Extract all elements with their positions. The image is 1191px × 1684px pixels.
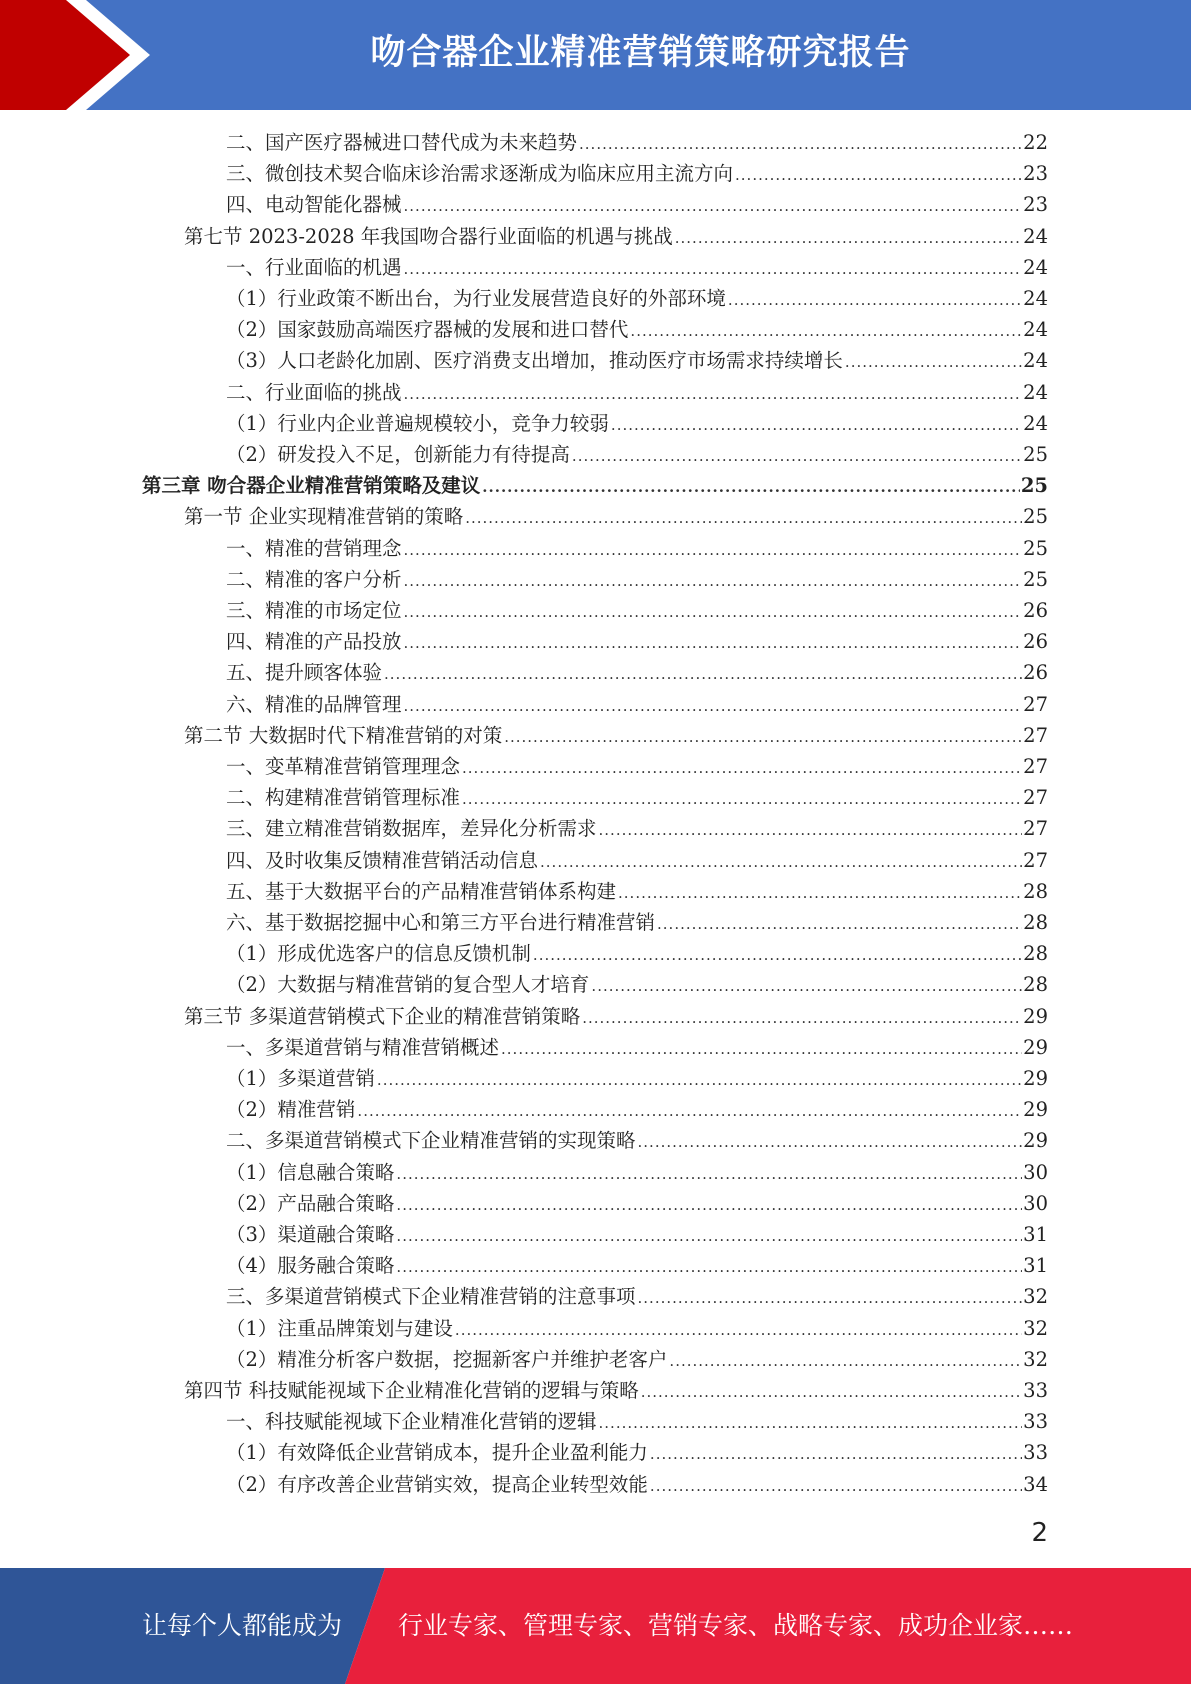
toc-entry-title: （4）服务融合策略 — [226, 1254, 395, 1278]
toc-entry[interactable] — [226, 751, 1048, 782]
toc-entry-page: 24 — [1023, 318, 1048, 342]
toc-entry-title: （1）行业政策不断出台，为行业发展营造良好的外部环境 — [226, 287, 726, 310]
toc-dot-leader — [404, 628, 1023, 659]
toc-entry-title: 第二节 大数据时代下精准营销的对策 — [184, 723, 503, 747]
toc-entry[interactable] — [226, 1094, 1048, 1125]
toc-entry[interactable] — [226, 1344, 1048, 1375]
footer-slogan-right: 行业专家、管理专家、营销专家、战略专家、成功企业家…… — [398, 1611, 1074, 1640]
toc-entry-title: （2）产品融合策略 — [226, 1191, 395, 1215]
toc-dot-leader — [465, 503, 1022, 534]
toc-dot-leader — [377, 1065, 1022, 1096]
toc-dot-leader — [462, 784, 1022, 815]
toc-dot-leader — [404, 535, 1023, 566]
toc-dot-leader — [735, 160, 1022, 191]
toc-dot-leader — [582, 1003, 1022, 1034]
toc-entry[interactable] — [226, 689, 1048, 720]
toc-entry-page: 31 — [1023, 1254, 1048, 1278]
toc-entry-page: 30 — [1023, 1160, 1048, 1184]
toc-entry-title: 一、科技赋能视域下企业精准化营销的逻辑 — [226, 1410, 597, 1434]
toc-entry-title: （1）多渠道营销 — [226, 1067, 375, 1090]
toc-entry-title: 三、建立精准营销数据库，差异化分析需求 — [226, 817, 597, 841]
toc-dot-leader — [396, 1252, 1022, 1283]
toc-entry-title: （1）注重品牌策划与建设 — [226, 1316, 453, 1340]
toc-dot-leader — [657, 909, 1022, 940]
toc-entry-title: 四、电动智能化器械 — [226, 193, 402, 217]
toc-entry[interactable] — [226, 1313, 1048, 1344]
toc-entry-page: 23 — [1023, 162, 1048, 186]
toc-entry-title: （3）人口老龄化加剧、医疗消费支出增加，推动医疗市场需求持续增长 — [226, 349, 843, 373]
toc-dot-leader — [533, 940, 1022, 971]
toc-entry-page: 30 — [1023, 1191, 1048, 1215]
toc-dot-leader — [482, 472, 1020, 503]
toc-entry-title: 六、精准的品牌管理 — [226, 692, 402, 716]
toc-entry[interactable] — [226, 813, 1048, 844]
toc-entry-page: 25 — [1023, 443, 1048, 466]
toc-dot-leader — [396, 1190, 1022, 1221]
toc-entry-page: 27 — [1023, 692, 1048, 716]
toc-entry[interactable] — [226, 283, 1048, 314]
toc-dot-leader — [675, 223, 1022, 254]
toc-entry-title: （2）有序改善企业营销实效，提高企业转型效能 — [226, 1472, 648, 1496]
toc-entry-title: 五、基于大数据平台的产品精准营销体系构建 — [226, 879, 617, 903]
toc-entry[interactable] — [226, 938, 1048, 969]
toc-entry-title: （3）渠道融合策略 — [226, 1223, 395, 1246]
toc-entry-page: 24 — [1023, 380, 1048, 404]
toc-dot-leader — [669, 1346, 1022, 1377]
toc-dot-leader — [591, 971, 1022, 1002]
toc-dot-leader — [630, 316, 1022, 347]
toc-dot-leader — [845, 347, 1022, 378]
toc-entry[interactable] — [226, 1032, 1048, 1063]
toc-dot-leader — [455, 1315, 1022, 1346]
toc-entry[interactable] — [226, 876, 1048, 907]
toc-entry-title: 六、基于数据挖掘中心和第三方平台进行精准营销 — [226, 911, 656, 934]
toc-dot-leader — [579, 129, 1022, 160]
toc-entry[interactable] — [226, 1125, 1048, 1156]
toc-dot-leader — [404, 191, 1023, 222]
toc-entry[interactable] — [184, 720, 1048, 751]
toc-entry[interactable] — [226, 439, 1048, 470]
toc-entry-title: （1）信息融合策略 — [226, 1160, 395, 1184]
toc-dot-leader — [599, 1408, 1023, 1439]
toc-dot-leader — [540, 847, 1022, 878]
toc-entry-title: 第三节 多渠道营销模式下企业的精准营销策略 — [184, 1004, 581, 1028]
toc-entry-title: 五、提升顾客体验 — [226, 661, 383, 685]
toc-entry-page: 32 — [1023, 1316, 1048, 1340]
toc-entry-title: 二、多渠道营销模式下企业精准营销的实现策略 — [226, 1129, 636, 1153]
toc-dot-leader — [618, 878, 1022, 909]
toc-entry-page: 27 — [1023, 848, 1048, 872]
toc-entry-page: 27 — [1023, 723, 1048, 747]
toc-entry-page: 27 — [1023, 755, 1048, 778]
page-footer — [0, 1568, 1191, 1684]
toc-entry-page: 29 — [1023, 1067, 1048, 1090]
footer-slogan-left: 让每个人都能成为 — [142, 1611, 343, 1640]
toc-entry[interactable] — [226, 314, 1048, 345]
toc-entry[interactable] — [226, 907, 1048, 938]
toc-dot-leader — [599, 815, 1023, 846]
toc-entry-title: 三、精准的市场定位 — [226, 599, 402, 622]
toc-entry[interactable] — [226, 1219, 1048, 1250]
toc-entry-page: 26 — [1023, 661, 1048, 685]
toc-entry-page: 29 — [1023, 1035, 1048, 1059]
toc-entry-title: 二、国产医疗器械进口替代成为未来趋势 — [226, 131, 578, 154]
toc-entry-title: （2）精准分析客户数据，挖掘新客户并维护老客户 — [226, 1347, 668, 1371]
toc-entry-page: 29 — [1023, 1098, 1048, 1122]
toc-entry[interactable] — [226, 158, 1048, 189]
toc-entry[interactable] — [226, 657, 1048, 688]
toc-entry[interactable] — [184, 221, 1048, 252]
toc-entry-page: 29 — [1023, 1004, 1048, 1028]
toc-dot-leader — [404, 597, 1023, 628]
toc-entry[interactable] — [226, 1250, 1048, 1281]
toc-entry[interactable] — [226, 1469, 1048, 1500]
toc-entry-page: 34 — [1023, 1472, 1048, 1496]
toc-entry-title: 一、精准的营销理念 — [226, 536, 402, 560]
toc-entry-page: 32 — [1023, 1347, 1048, 1371]
toc-entry-title: （2）国家鼓励高端医疗器械的发展和进口替代 — [226, 318, 629, 342]
toc-entry[interactable] — [226, 782, 1048, 813]
toc-dot-leader — [650, 1439, 1022, 1470]
toc-entry-page: 25 — [1023, 567, 1048, 591]
toc-entry-page: 23 — [1023, 193, 1048, 217]
toc-entry-title: 第三章 吻合器企业精准营销策略及建议 — [142, 474, 481, 498]
toc-entry-page: 32 — [1023, 1285, 1048, 1309]
toc-entry-page: 25 — [1023, 536, 1048, 560]
toc-entry-page: 24 — [1023, 287, 1048, 310]
toc-entry-title: 四、精准的产品投放 — [226, 630, 402, 654]
toc-entry-title: 二、行业面临的挑战 — [226, 380, 402, 404]
toc-entry[interactable] — [226, 626, 1048, 657]
toc-entry-title: （1）有效降低企业营销成本，提升企业盈利能力 — [226, 1441, 648, 1465]
toc-entry-title: （2）研发投入不足，创新能力有待提高 — [226, 443, 570, 466]
toc-entry[interactable] — [226, 533, 1048, 564]
toc-entry-page: 25 — [1020, 474, 1048, 498]
toc-dot-leader — [611, 410, 1022, 441]
toc-dot-leader — [650, 1471, 1022, 1502]
toc-dot-leader — [504, 722, 1022, 753]
toc-entry-title: 一、变革精准营销管理理念 — [226, 755, 461, 778]
toc-entry-page: 33 — [1023, 1410, 1048, 1434]
toc-dot-leader — [404, 254, 1023, 285]
toc-entry-page: 28 — [1023, 879, 1048, 903]
toc-dot-leader — [462, 753, 1022, 784]
toc-entry-page: 31 — [1023, 1223, 1048, 1246]
toc-entry-title: 第四节 科技赋能视域下企业精准化营销的逻辑与策略 — [184, 1379, 639, 1402]
toc-dot-leader — [357, 1096, 1022, 1127]
toc-dot-leader — [638, 1283, 1023, 1314]
toc-entry-page: 24 — [1023, 411, 1048, 435]
toc-entry-page: 24 — [1023, 349, 1048, 373]
toc-entry-page: 26 — [1023, 599, 1048, 622]
toc-entry[interactable] — [184, 1001, 1048, 1032]
toc-entry-page: 28 — [1023, 973, 1048, 997]
toc-entry-title: （1）形成优选客户的信息反馈机制 — [226, 942, 531, 966]
toc-entry[interactable] — [226, 969, 1048, 1000]
toc-dot-leader — [396, 1159, 1022, 1190]
toc-entry[interactable] — [226, 564, 1048, 595]
toc-entry[interactable] — [184, 1375, 1048, 1406]
toc-entry[interactable] — [226, 1157, 1048, 1188]
toc-entry-page: 28 — [1023, 942, 1048, 966]
toc-entry[interactable] — [226, 1437, 1048, 1468]
toc-dot-leader — [638, 1127, 1023, 1158]
toc-entry-page: 25 — [1023, 505, 1048, 529]
report-title: 吻合器企业精准营销策略研究报告 — [370, 33, 911, 73]
toc-entry-page: 33 — [1023, 1441, 1048, 1465]
toc-entry-title: 二、构建精准营销管理标准 — [226, 786, 461, 810]
toc-entry[interactable] — [184, 501, 1048, 532]
toc-dot-leader — [384, 659, 1022, 690]
toc-entry-title: 二、精准的客户分析 — [226, 567, 402, 591]
toc-entry-title: 第七节 2023-2028 年我国吻合器行业面临的机遇与挑战 — [184, 224, 673, 248]
toc-entry[interactable] — [226, 189, 1048, 220]
toc-entry[interactable] — [226, 345, 1048, 376]
toc-entry[interactable] — [226, 408, 1048, 439]
toc-entry[interactable] — [142, 470, 1048, 501]
toc-entry-title: 第一节 企业实现精准营销的策略 — [184, 505, 464, 529]
toc-entry[interactable] — [226, 127, 1048, 158]
toc-entry[interactable] — [226, 377, 1048, 408]
toc-entry-title: 一、行业面临的机遇 — [226, 255, 402, 279]
toc-entry[interactable] — [226, 1281, 1048, 1312]
toc-entry-page: 33 — [1023, 1379, 1048, 1402]
toc-dot-leader — [404, 691, 1023, 722]
toc-entry[interactable] — [226, 845, 1048, 876]
toc-entry-page: 28 — [1023, 911, 1048, 934]
toc-entry-title: （1）行业内企业普遍规模较小，竞争力较弱 — [226, 411, 609, 435]
toc-entry[interactable] — [226, 595, 1048, 626]
toc-entry-page: 24 — [1023, 224, 1048, 248]
toc-entry-title: 三、微创技术契合临床诊治需求逐渐成为临床应用主流方向 — [226, 162, 734, 186]
toc-dot-leader — [572, 441, 1022, 472]
toc-entry-page: 26 — [1023, 630, 1048, 654]
page-header — [0, 0, 1191, 110]
toc-dot-leader — [641, 1377, 1022, 1408]
toc-dot-leader — [404, 379, 1023, 410]
toc-entry[interactable] — [226, 252, 1048, 283]
toc-entry-page: 27 — [1023, 817, 1048, 841]
toc-entry[interactable] — [226, 1188, 1048, 1219]
toc-entry[interactable] — [226, 1063, 1048, 1094]
toc-dot-leader — [396, 1221, 1022, 1252]
toc-entry-title: （2）大数据与精准营销的复合型人才培育 — [226, 973, 590, 997]
toc-dot-leader — [728, 285, 1022, 316]
toc-entry-title: （2）精准营销 — [226, 1098, 356, 1122]
toc-entry-title: 一、多渠道营销与精准营销概述 — [226, 1035, 500, 1059]
toc-entry-page: 24 — [1023, 255, 1048, 279]
toc-entry[interactable] — [226, 1406, 1048, 1437]
toc-entry-title: 四、及时收集反馈精准营销活动信息 — [226, 848, 539, 872]
toc-entry-page: 27 — [1023, 786, 1048, 810]
toc-entry-page: 22 — [1023, 131, 1048, 154]
toc-dot-leader — [404, 566, 1023, 597]
toc-entry-title: 三、多渠道营销模式下企业精准营销的注意事项 — [226, 1285, 636, 1309]
toc-dot-leader — [501, 1034, 1022, 1065]
page-number: 2 — [1031, 1518, 1048, 1548]
toc-entry-page: 29 — [1023, 1129, 1048, 1153]
